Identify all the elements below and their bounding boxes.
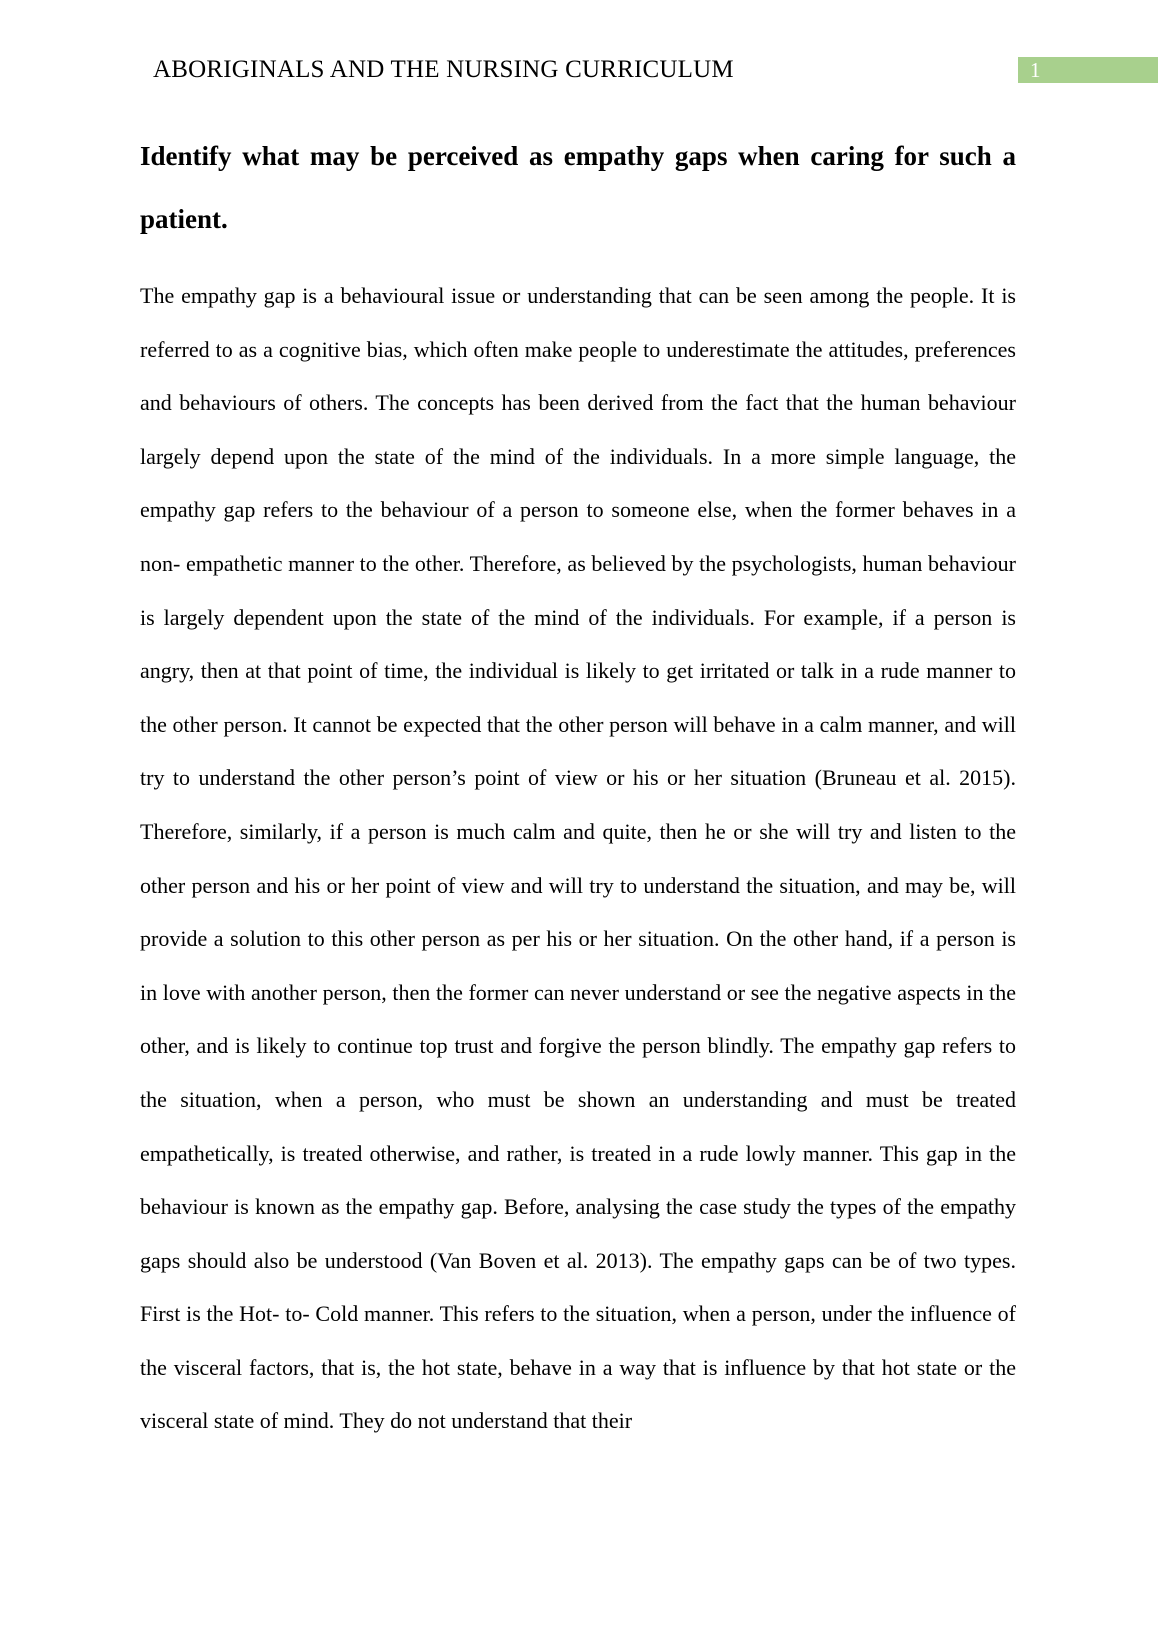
page-number-bar	[1018, 57, 1158, 83]
body-paragraph: The empathy gap is a behavioural issue or understanding that can be seen among the people. It is referred to as a cognitive bias, which often make people to underestimate the attitudes, preferences and behaviours of others. The concepts has been derived from the fact that the human behaviour largely depend upon the state of the mind of the individuals. In a more simple language, the empathy gap refers to the behaviour of a person to someone else, when the former behaves in a non- empathetic manner to the other. Therefore, as believed by the psychologists, human behaviour is largely dependent upon the state of the mind of the individuals. For example, if a person is angry, then at that point of time, the individual is likely to get irritated or talk in a rude manner to the other person. It cannot be expected that the other person will behave in a calm manner, and will try to understand the other person’s point of view or his or her situation (Bruneau et al. 2015). Therefore, similarly, if a person is much calm and quite, then he or she will try and listen to the other person and his or her point of view and will try to understand the situation, and may be, will provide a solution to this other person as per his or her situation. On the other hand, if a person is in love with another person, then the former can never understand or see the negative aspects in the other, and is likely to continue top trust and forgive the person blindly. The empathy gap refers to the situation, when a person, who must be shown an understanding and must be treated empathetically, is treated otherwise, and rather, is treated in a rude lowly manner. This gap in the behaviour is known as the empathy gap. Before, analysing the case study the types of the empathy gaps should also be understood (Van Boven et al. 2013). The empathy gaps can be of two types. First is the Hot- to- Cold manner. This refers to the situation, when a person, under the influence of the visceral factors, that is, the hot state, behave in a way that is influence by that hot state or the visceral state of mind. They do not understand that their	[140, 283, 1016, 1434]
running-head-title: ABORIGINALS AND THE NURSING CURRICULUM	[153, 56, 734, 83]
section-heading: Identify what may be perceived as empathy gaps when caring for such a patient.	[140, 141, 1016, 234]
page-number: 1	[1030, 58, 1041, 82]
